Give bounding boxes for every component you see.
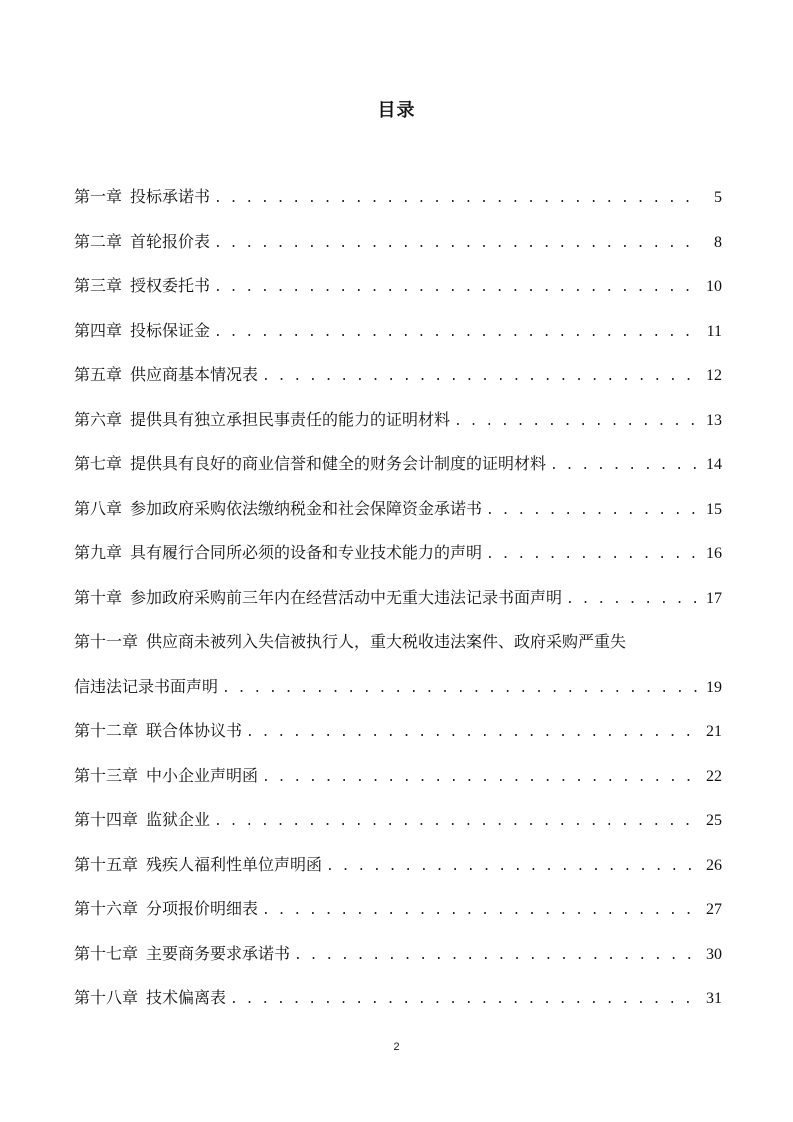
dot-leader [214, 807, 700, 837]
chapter-title: 中小企业声明函 [146, 765, 259, 785]
chapter-title-line-2: 信违法记录书面声明 [74, 676, 219, 696]
chapter-label: 第五章 [74, 365, 123, 384]
chapter-page-number: 30 [706, 945, 722, 963]
chapter-page-number: 16 [706, 545, 722, 562]
dot-leader [246, 718, 700, 748]
chapter-page-number: 31 [706, 990, 722, 1007]
toc-entry-chapter-3[interactable] [74, 271, 722, 316]
chapter-title: 供应商基本情况表 [130, 365, 259, 384]
dot-leader [262, 896, 700, 926]
chapter-label: 第十八章 [74, 988, 139, 1007]
dot-leader [214, 229, 700, 259]
toc-entry-chapter-16[interactable] [74, 894, 722, 939]
chapter-title: 参加政府采购前三年内在经营活动中无重大违法记录书面声明 [130, 587, 563, 607]
chapter-label: 第十五章 [74, 854, 139, 874]
dot-leader [214, 318, 700, 348]
toc-entry-chapter-8[interactable] [74, 494, 722, 539]
chapter-page-number: 21 [706, 723, 722, 740]
dot-leader [214, 273, 700, 303]
dot-leader [326, 852, 700, 882]
chapter-page-number: 26 [706, 856, 722, 874]
chapter-title: 投标保证金 [130, 320, 211, 340]
chapter-title: 联合体协议书 [146, 721, 243, 740]
toc-entry-chapter-18[interactable] [74, 983, 722, 1028]
toc-entry-chapter-15[interactable] [74, 850, 722, 895]
chapter-title: 提供具有良好的商业信誉和健全的财务会计制度的证明材料 [130, 454, 547, 473]
chapter-page-number: 11 [706, 322, 722, 340]
chapter-title: 投标承诺书 [130, 187, 211, 206]
chapter-label: 第二章 [74, 231, 123, 251]
chapter-label: 第十七章 [74, 943, 139, 963]
chapter-page-number: 10 [706, 278, 722, 295]
toc-entry-chapter-5[interactable] [74, 360, 722, 405]
chapter-title-line-1: 供应商未被列入失信被执行人，重大税收违法案件、政府采购严重失 [146, 632, 627, 651]
chapter-title: 提供具有独立承担民事责任的能力的证明材料 [130, 409, 451, 429]
chapter-page-number: 12 [706, 367, 722, 384]
chapter-label: 第十二章 [74, 721, 139, 740]
page-footer-number: 2 [393, 1041, 400, 1053]
chapter-title: 分项报价明细表 [146, 899, 259, 918]
chapter-page-number: 8 [714, 233, 722, 251]
chapter-page-number: 25 [706, 812, 722, 829]
chapter-title: 技术偏离表 [146, 988, 227, 1007]
chapter-label: 第一章 [74, 187, 123, 206]
chapter-page-number: 19 [706, 678, 722, 696]
toc-heading: 目录 [377, 100, 416, 121]
chapter-label: 第七章 [74, 454, 123, 473]
chapter-title: 主要商务要求承诺书 [146, 943, 291, 963]
toc-entry-chapter-7[interactable] [74, 449, 722, 494]
dot-leader [550, 451, 700, 481]
dot-leader [486, 496, 700, 526]
toc-entry-chapter-12[interactable] [74, 716, 722, 761]
dot-leader [262, 362, 700, 392]
chapter-title: 授权委托书 [130, 276, 211, 295]
toc-entry-chapter-6[interactable] [74, 405, 722, 450]
dot-leader [262, 763, 700, 793]
chapter-label: 第八章 [74, 498, 123, 518]
chapter-label: 第十三章 [74, 765, 139, 785]
dot-leader [222, 674, 700, 704]
dot-leader [230, 985, 700, 1015]
dot-leader [294, 941, 700, 971]
toc-entry-chapter-13[interactable] [74, 761, 722, 806]
chapter-page-number: 27 [706, 901, 722, 918]
toc-entry-chapter-4[interactable] [74, 316, 722, 361]
chapter-page-number: 5 [714, 189, 722, 206]
chapter-title: 监狱企业 [146, 810, 211, 829]
chapter-page-number: 15 [706, 500, 722, 518]
chapter-label: 第十一章 [74, 632, 139, 651]
chapter-label: 第十四章 [74, 810, 139, 829]
dot-leader [214, 184, 700, 214]
chapter-label: 第十六章 [74, 899, 139, 918]
chapter-label: 第十章 [74, 587, 123, 607]
chapter-label: 第四章 [74, 320, 123, 340]
chapter-title: 首轮报价表 [130, 231, 211, 251]
chapter-title: 具有履行合同所必须的设备和专业技术能力的声明 [130, 543, 483, 562]
dot-leader [566, 585, 700, 615]
chapter-page-number: 14 [706, 456, 722, 473]
chapter-page-number: 13 [706, 411, 722, 429]
toc-entry-chapter-17[interactable] [74, 939, 722, 984]
chapter-label: 第六章 [74, 409, 123, 429]
table-of-contents [74, 182, 722, 1028]
chapter-label: 第九章 [74, 543, 123, 562]
chapter-page-number: 22 [706, 767, 722, 785]
toc-entry-chapter-14[interactable] [74, 805, 722, 850]
chapter-label: 第三章 [74, 276, 123, 295]
chapter-page-number: 17 [706, 589, 722, 607]
toc-entry-chapter-10[interactable] [74, 583, 722, 628]
dot-leader [486, 540, 700, 570]
dot-leader [454, 407, 700, 437]
chapter-title: 残疾人福利性单位声明函 [146, 854, 323, 874]
toc-entry-chapter-1[interactable] [74, 182, 722, 227]
toc-entry-chapter-9[interactable] [74, 538, 722, 583]
toc-entry-chapter-2[interactable] [74, 227, 722, 272]
chapter-title: 参加政府采购依法缴纳税金和社会保障资金承诺书 [130, 498, 483, 518]
toc-entry-chapter-11[interactable] [74, 627, 722, 716]
